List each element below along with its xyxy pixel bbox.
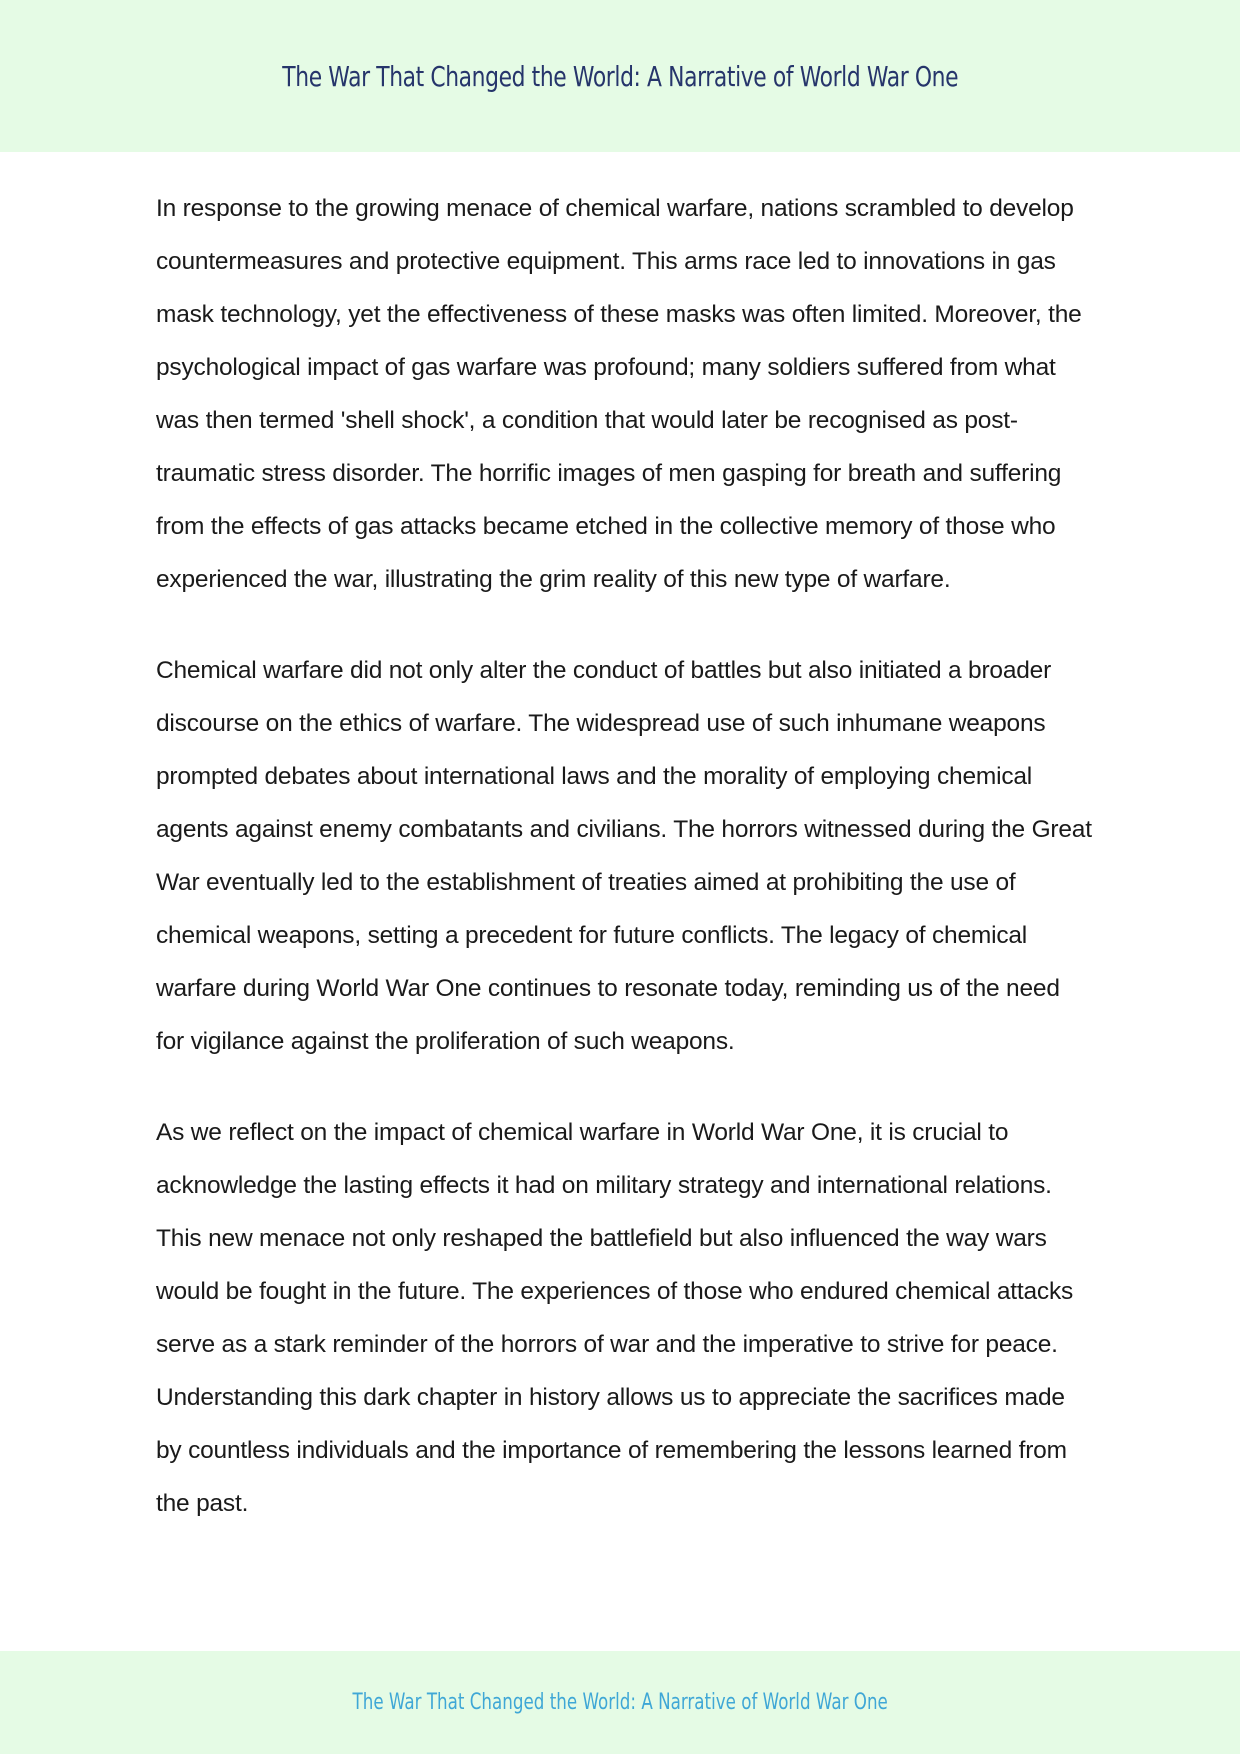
paragraph-1: In response to the growing menace of chemical warfare, nations scrambled to develop countermeasures and protective equipment. This arms race led to innovations in gas mask technology, yet the effectiveness of these masks was often limited. Moreover, the psychological impact of gas warfare was profound; many soldiers suffered from what was then termed 'shell shock', a condition that would later be recognised as post-traumatic stress disorder. The horrific images of men gasping for breath and suffering from the effects of gas attacks became etched in the collective memory of those who experienced the war, illustrating the grim reality of this new type of warfare. (156, 195, 1082, 593)
footer-title: The War That Changed the World: A Narrative of World War One (352, 1690, 888, 1715)
paragraph-2: Chemical warfare did not only alter the conduct of battles but also initiated a broader discourse on the ethics of warfare. The widespread use of such inhumane weapons prompted debates about international laws and the morality of employing chemical agents against enemy combatants and civilians. The horrors witnessed during the Great War eventually led to the establishment of treaties aimed at prohibiting the use of chemical weapons, setting a precedent for future conflicts. The legacy of chemical warfare during World War One continues to resonate today, reminding us of the need for vigilance against the proliferation of such weapons. (156, 657, 1092, 1055)
page-header (0, 0, 1240, 152)
page-footer (0, 1651, 1240, 1754)
page-title: The War That Changed the World: A Narrative of World War One (282, 59, 958, 93)
document-body (156, 182, 1092, 1568)
paragraph-3: As we reflect on the impact of chemical warfare in World War One, it is crucial to acknowledge the lasting effects it had on military strategy and international relations. This new menace not only reshaped the battlefield but also influenced the way wars would be fought in the future. The experiences of those who endured chemical attacks serve as a stark reminder of the horrors of war and the imperative to strive for peace. Understanding this dark chapter in history allows us to appreciate the sacrifices made by countless individuals and the importance of remembering the lessons learned from the past. (156, 1119, 1074, 1517)
